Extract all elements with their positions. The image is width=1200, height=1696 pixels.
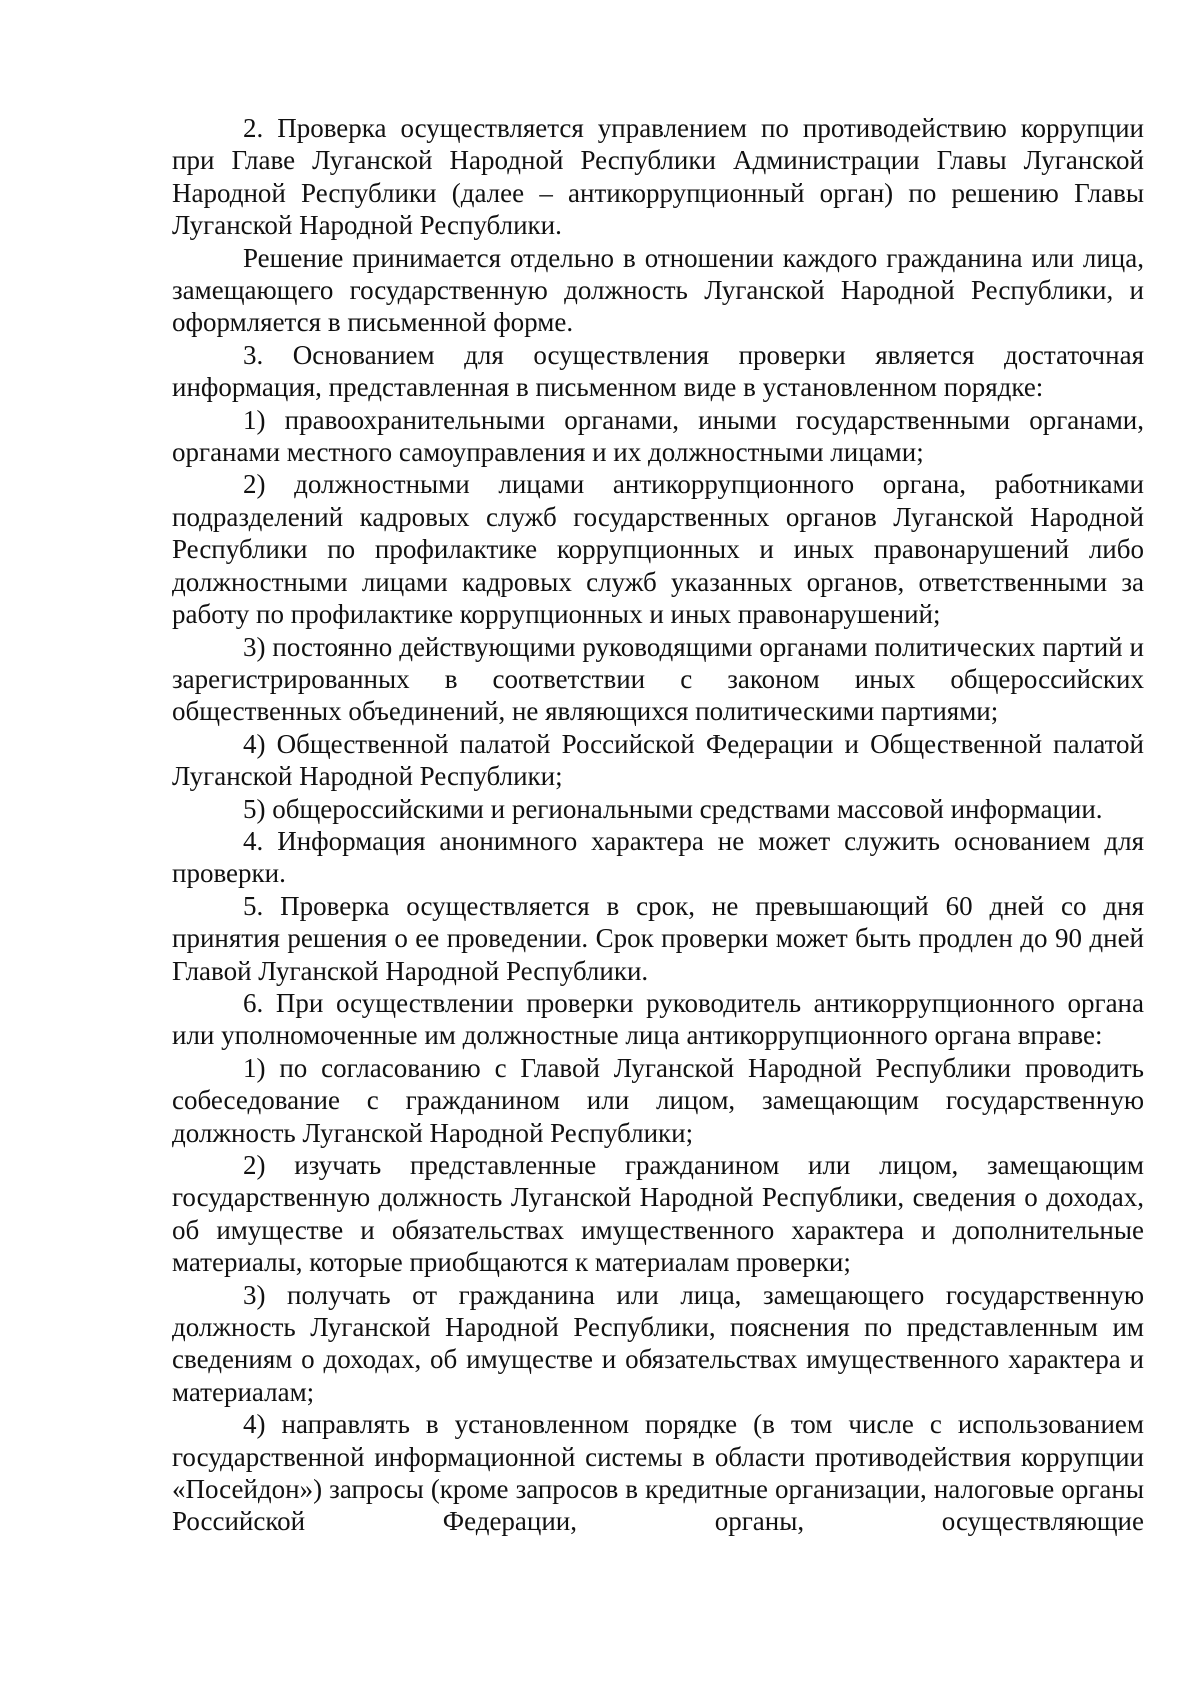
list-item-3-1: 1) правоохранительными органами, иными государственными органами, органами местного самоуправления и их должностными лицами; [172, 404, 1144, 468]
list-item-6-2: 2) изучать представленные гражданином или лицом, замещающим государственную должность Луганской Народной Республики, сведения о доходах, об имуществе и обязательствах имущественного характера и дополнительные материалы, которые приобщаются к материалам проверки; [172, 1150, 1144, 1278]
list-item-3-5: 5) общероссийскими и региональными средствами массовой информации. [243, 793, 1103, 824]
document-page [172, 112, 1144, 1538]
paragraph-5: 5. Проверка осуществляется в срок, не превышающий 60 дней со дня принятия решения о ее проведении. Срок проверки может быть продлен до 90 дней Главой Луганской Народной Республики. [172, 890, 1144, 986]
paragraph-decision: Решение принимается отдельно в отношении каждого гражданина или лица, замещающего государственную должность Луганской Народной Республики, и оформляется в письменной форме. [172, 242, 1144, 338]
list-item-3-2: 2) должностными лицами антикоррупционного органа, работниками подразделений кадровых служб государственных органов Луганской Народной Республики по профилактике коррупционных и иных правонарушений либо должностными лицами кадровых служб указанных органов, ответственными за работу по профилактике коррупционных и иных правонарушений; [172, 469, 1144, 630]
paragraph-6: 6. При осуществлении проверки руководитель антикоррупционного органа или уполномоченные им должностные лица антикоррупционного органа вправе: [172, 987, 1144, 1051]
list-item-6-3: 3) получать от гражданина или лица, замещающего государственную должность Луганской Народной Республики, пояснения по представленным им сведениям о доходах, об имуществе и обязательствах имущественного характера и материалам; [172, 1279, 1144, 1407]
list-item-6-4: 4) направлять в установленном порядке (в том числе с использованием государственной информационной системы в области противодействия коррупции «Посейдон») запросы (кроме запросов в кредитные организации, налоговые органы Российской Федерации, органы, осуществляющие [172, 1409, 1144, 1537]
paragraph-2: 2. Проверка осуществляется управлением по противодействию коррупции при Главе Луганской Народной Республики Администрации Главы Луганской Народной Республики (далее – антикоррупционный орган) по решению Главы Луганской Народной Республики. [172, 113, 1144, 241]
list-item-6-1: 1) по согласованию с Главой Луганской Народной Республики проводить собеседование с гражданином или лицом, замещающим государственную должность Луганской Народной Республики; [172, 1052, 1144, 1148]
paragraph-4: 4. Информация анонимного характера не может служить основанием для проверки. [172, 825, 1144, 889]
list-item-3-4: 4) Общественной палатой Российской Федерации и Общественной палатой Луганской Народной Республики; [172, 728, 1144, 792]
list-item-3-3: 3) постоянно действующими руководящими органами политических партий и зарегистрированных в соответствии с законом иных общероссийских общественных объединений, не являющихся политическими партиями; [172, 631, 1144, 727]
paragraph-3: 3. Основанием для осуществления проверки является достаточная информация, представленная в письменном виде в установленном порядке: [172, 339, 1144, 403]
